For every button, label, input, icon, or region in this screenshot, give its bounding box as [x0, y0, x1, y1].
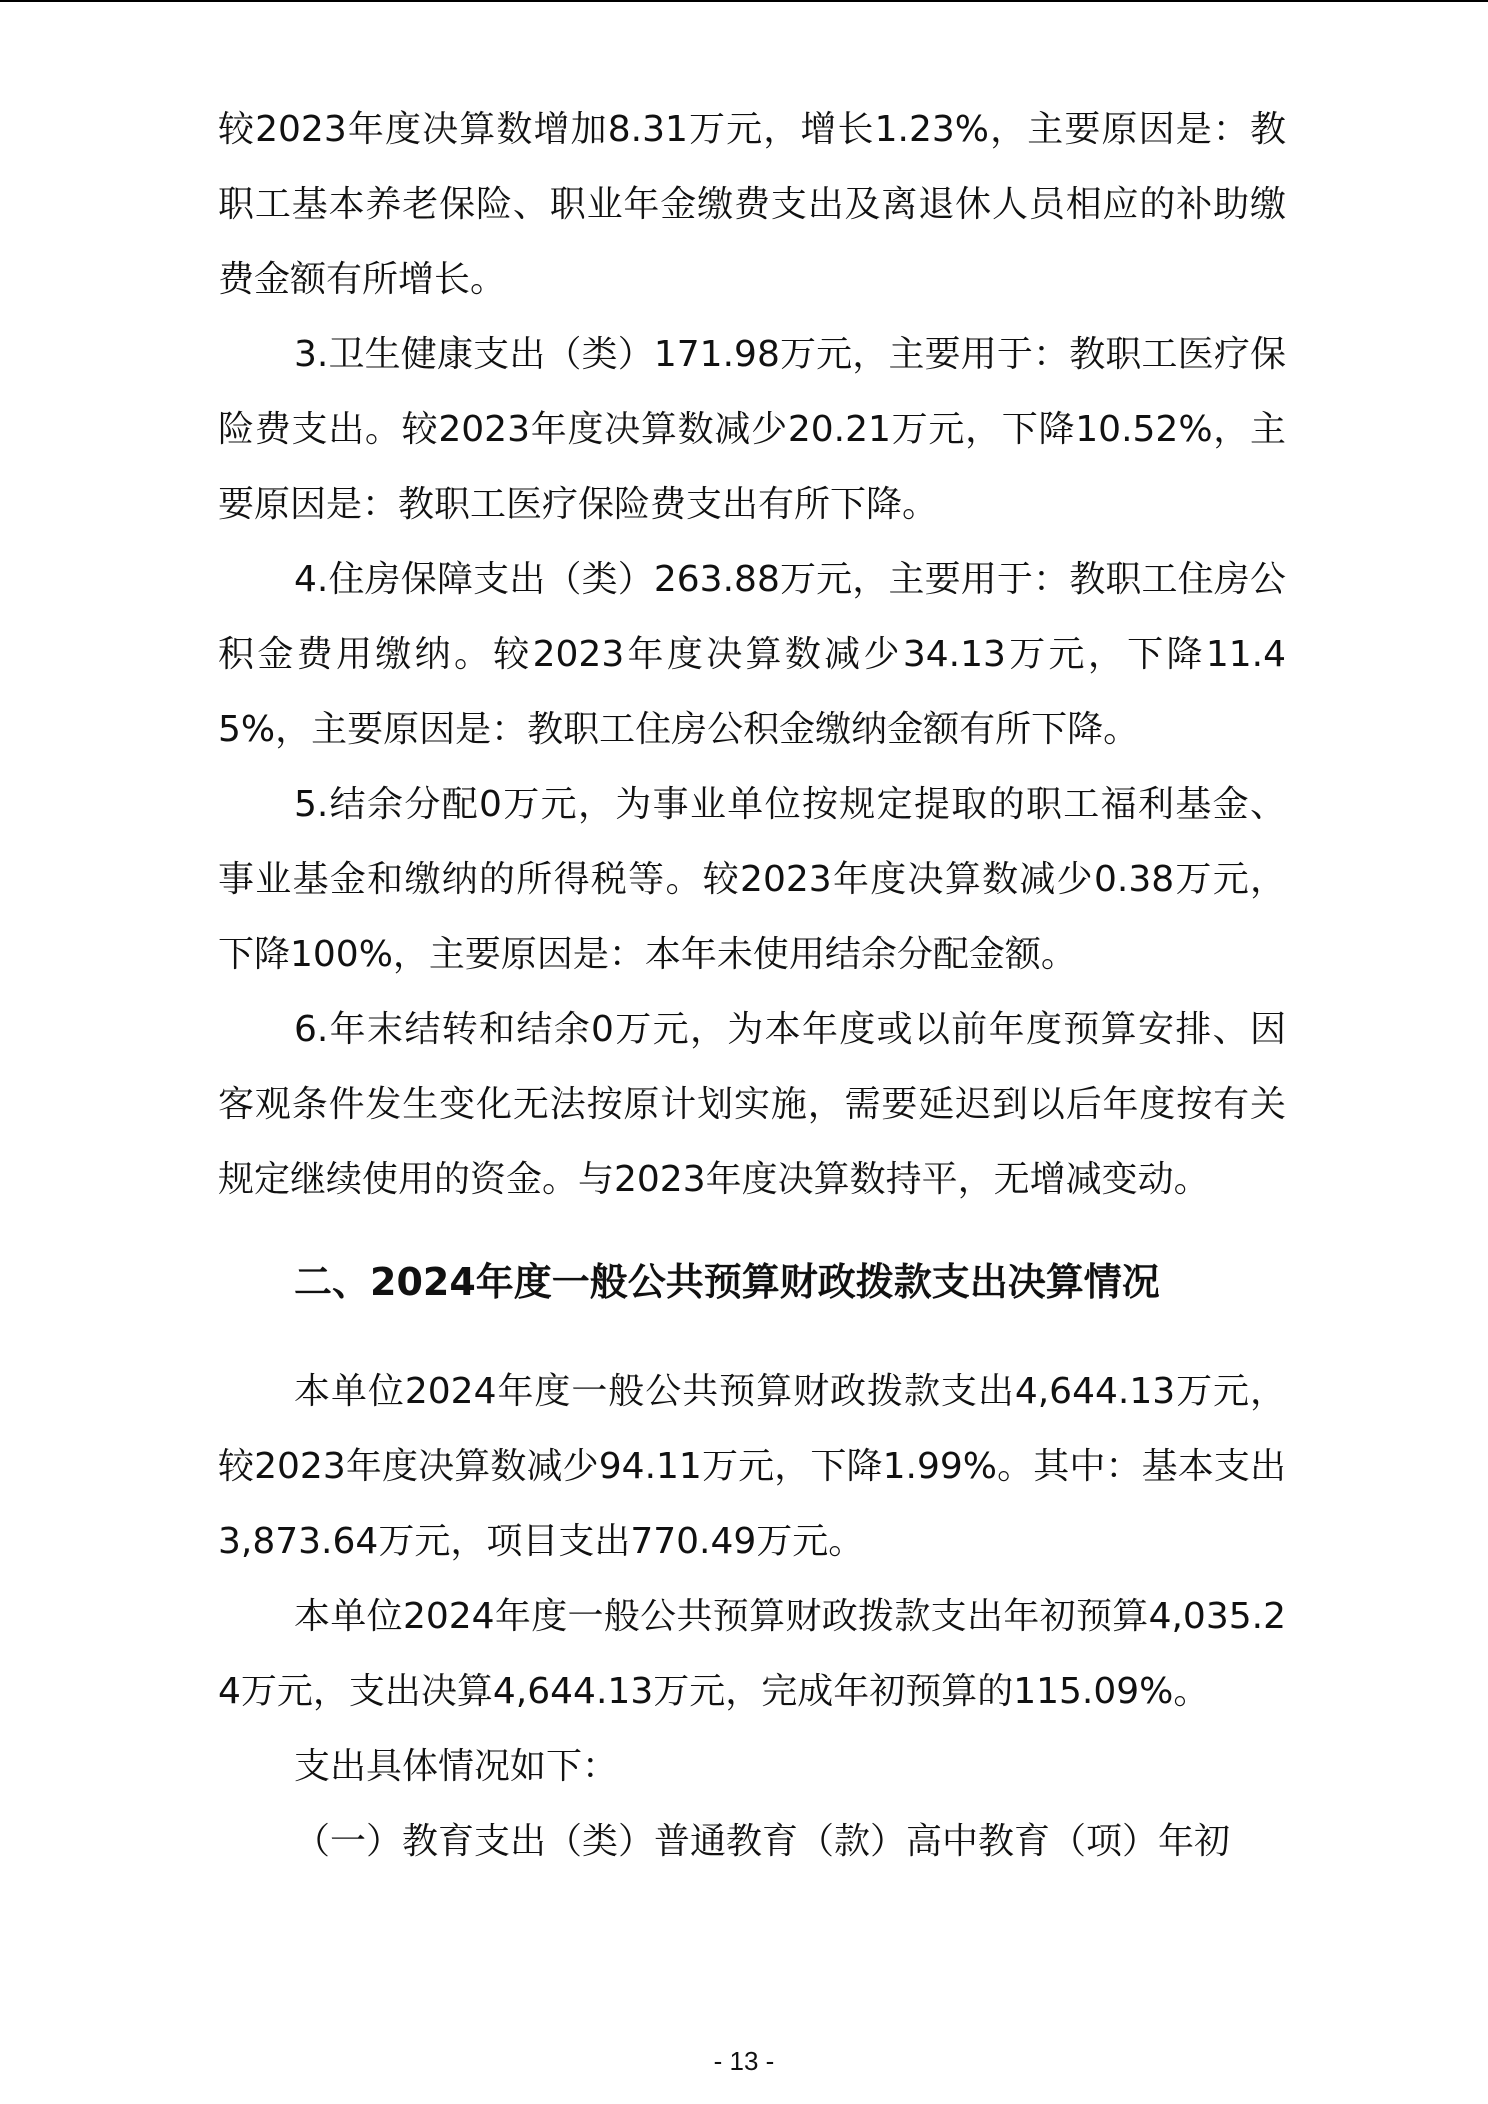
paragraph-surplus-distribution: 5.结余分配0万元，为事业单位按规定提取的职工福利基金、事业基金和缴纳的所得税等。较2023年度决算数减少0.38万元，下降100%，主要原因是：本年未使用结余分配金额。	[218, 784, 1286, 975]
paragraph-details-intro: 支出具体情况如下：	[294, 1746, 619, 1787]
document-body	[218, 92, 1286, 1879]
paragraph-general-budget-expenditure: 本单位2024年度一般公共预算财政拨款支出4,644.13万元，较2023年度决算数减少94.11万元，下降1.99%。其中：基本支出3,873.64万元，项目支出770.49万元。	[218, 1371, 1286, 1562]
page-number: - 13 -	[713, 2046, 775, 2076]
paragraph-health-expenditure: 3.卫生健康支出（类）171.98万元，主要用于：教职工医疗保险费支出。较2023年度决算数减少20.21万元，下降10.52%，主要原因是：教职工医疗保险费支出有所下降。	[218, 334, 1286, 525]
paragraph-continuation: 较2023年度决算数增加8.31万元，增长1.23%，主要原因是：教职工基本养老保险、职业年金缴费支出及离退休人员相应的补助缴费金额有所增长。	[218, 109, 1286, 300]
paragraph-year-end-carryover: 6.年末结转和结余0万元，为本年度或以前年度预算安排、因客观条件发生变化无法按原计划实施，需要延迟到以后年度按有关规定继续使用的资金。与2023年度决算数持平，无增减变动。	[218, 1009, 1286, 1200]
paragraph-housing-expenditure: 4.住房保障支出（类）263.88万元，主要用于：教职工住房公积金费用缴纳。较2023年度决算数减少34.13万元，下降11.45%，主要原因是：教职工住房公积金缴纳金额有所下降。	[218, 559, 1286, 750]
paragraph-budget-completion: 本单位2024年度一般公共预算财政拨款支出年初预算4,035.24万元，支出决算4,644.13万元，完成年初预算的115.09%。	[218, 1596, 1286, 1712]
paragraph-education-expenditure: （一）教育支出（类）普通教育（款）高中教育（项）年初	[294, 1821, 1231, 1862]
top-border-line	[0, 0, 1488, 2]
section-heading: 二、2024年度一般公共预算财政拨款支出决算情况	[294, 1260, 1160, 1304]
